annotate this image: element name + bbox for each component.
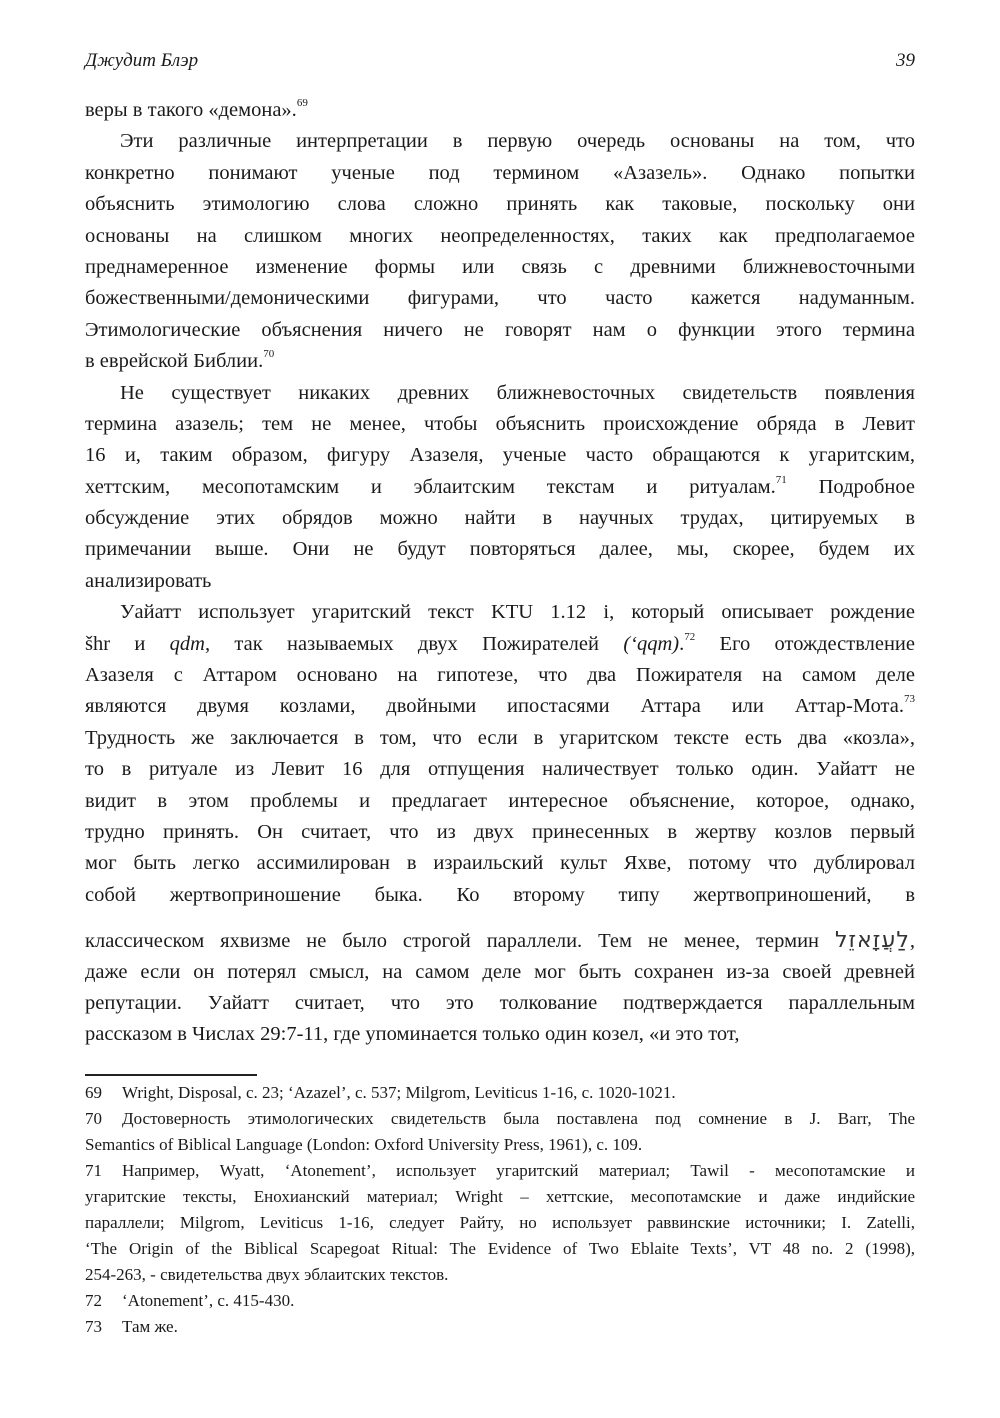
text-segment: мог быть легко ассимилирован в израильский культ Яхве, потому что дублировал xyxy=(85,852,915,875)
text-line xyxy=(85,252,915,283)
text-line xyxy=(85,315,915,346)
footnote-text: 254-263, - свидетельства двух эблаитских текстов. xyxy=(85,1265,449,1284)
text-segment: классическом яхвизме не было строгой параллели. Тем не менее, термин xyxy=(85,930,835,953)
text-segment: являются двумя козлами, двойными ипостасями Аттара или Аттар-Мота. xyxy=(85,695,904,718)
text-segment: репутации. Уайатт считает, что это толкование подтверждается параллельным xyxy=(85,991,915,1014)
footnote-number: 72 xyxy=(85,1291,102,1310)
footnote-text: Там же. xyxy=(122,1317,178,1336)
text-line xyxy=(85,158,915,189)
text-line xyxy=(85,283,915,314)
text-line xyxy=(85,691,915,722)
text-segment: рассказом в Числах 29:7-11, где упоминается только один козел, «и это тот, xyxy=(85,1023,740,1046)
page-number: 39 xyxy=(896,50,915,71)
text-segment: Трудность же заключается в том, что если в угаритском тексте есть два «козла», xyxy=(85,726,915,749)
footnote-line xyxy=(85,1106,915,1132)
text-segment: qdm xyxy=(169,632,205,655)
text-segment: в еврейской Библии. xyxy=(85,350,264,373)
text-line xyxy=(85,723,915,754)
footnote-number: 70 xyxy=(85,1109,102,1128)
footnote-text: угаритские тексты, Енохианский материал; Wright – хеттские, месопотамские и даже индийские xyxy=(85,1187,915,1206)
text-line xyxy=(85,817,915,848)
text-line xyxy=(85,566,915,597)
paragraph xyxy=(85,597,915,1050)
footnote-line xyxy=(85,1262,915,1288)
text-line xyxy=(85,189,915,220)
text-segment: собой жертвоприношение быка. Ко второму типу жертвоприношений, в xyxy=(85,883,915,906)
text-segment: термина азазель; тем не менее, чтобы объяснить происхождение обряда в Левит xyxy=(85,412,915,435)
footnote-text: ‘Atonement’, с. 415-430. xyxy=(122,1291,295,1310)
paragraph xyxy=(85,95,915,126)
text-segment: Эти различные интерпретации в первую очередь основаны на том, что xyxy=(120,130,915,153)
text-segment: Не существует никаких древних ближневосточных свидетельств появления xyxy=(120,381,915,404)
hebrew-term: לַעֲזָאזֵל xyxy=(834,928,910,954)
text-segment: основаны на слишком многих неопределенностях, таких как предполагаемое xyxy=(85,224,915,247)
footnote-line xyxy=(85,1236,915,1262)
footnote-reference[interactable]: 70 xyxy=(263,348,275,361)
footnote-line xyxy=(85,1314,915,1340)
footnote-separator xyxy=(85,1074,257,1076)
footnote-text: Wright, Disposal, с. 23; ‘Azazel’, с. 537; Milgrom, Leviticus 1-16, с. 1020-1021. xyxy=(122,1083,676,1102)
text-segment: трудно принять. Он считает, что из двух принесенных в жертву козлов первый xyxy=(85,820,915,843)
text-line xyxy=(85,597,915,628)
footnote-line xyxy=(85,1210,915,1236)
text-line xyxy=(85,346,915,377)
text-line xyxy=(85,629,915,660)
text-line xyxy=(85,660,915,691)
text-segment: анализировать xyxy=(85,569,212,592)
text-line xyxy=(85,221,915,252)
text-line xyxy=(85,472,915,503)
text-line xyxy=(85,754,915,785)
text-segment: Его отождествление xyxy=(695,632,915,655)
text-line xyxy=(85,440,915,471)
footnote-line xyxy=(85,1184,915,1210)
text-line xyxy=(85,880,915,911)
footnote-number: 69 xyxy=(85,1083,102,1102)
text-segment: видит в этом проблемы и предлагает интересное объяснение, которое, однако, xyxy=(85,789,915,812)
text-segment: (‘qqm) xyxy=(623,632,680,655)
text-line xyxy=(85,126,915,157)
text-segment: šhr и xyxy=(85,632,170,655)
text-segment: хеттским, месопотамским и эблаитским текстам и ритуалам. xyxy=(85,475,776,498)
text-segment: веры в такого «демона». xyxy=(85,99,297,121)
text-segment: 16 и, таким образом, фигуру Азазеля, ученые часто обращаются к угаритским, xyxy=(85,444,915,467)
footnotes xyxy=(85,1080,915,1340)
text-line xyxy=(85,378,915,409)
footnote-text: ‘The Origin of the Biblical Scapegoat Ritual: The Evidence of Two Eblaite Texts’, VT 48 no. 2 (1998), xyxy=(85,1239,915,1258)
text-line xyxy=(85,409,915,440)
text-segment: преднамеренное изменение формы или связь с древними ближневосточными xyxy=(85,255,915,278)
text-segment: примечании выше. Они не будут повторяться далее, мы, скорее, будем их xyxy=(85,538,915,561)
footnote-line xyxy=(85,1158,915,1184)
footnote-text: параллели; Milgrom, Leviticus 1-16, следует Райту, но использует раввинские источники; I. Zatelli, xyxy=(85,1213,915,1232)
footnote-line xyxy=(85,1132,915,1158)
text-segment: объяснить этимологию слова сложно принять как таковые, поскольку они xyxy=(85,193,915,216)
text-line xyxy=(85,503,915,534)
footnote-text: Достоверность этимологических свидетельств была поставлена под сомнение в J. Barr, The xyxy=(122,1109,915,1128)
text-line xyxy=(85,1019,915,1050)
footnote-text: Например, Wyatt, ‘Atonement’, использует угаритский материал; Tawil - месопотамские и xyxy=(122,1161,915,1180)
text-line xyxy=(85,925,915,956)
text-line xyxy=(85,988,915,1019)
footnote-number: 71 xyxy=(85,1161,102,1180)
footnote-71 xyxy=(85,1158,915,1288)
footnote-line xyxy=(85,1288,915,1314)
paragraph xyxy=(85,378,915,598)
footnote-reference[interactable]: 73 xyxy=(904,693,915,706)
text-segment: Подробное xyxy=(786,475,915,498)
text-segment: Этимологические объяснения ничего не говорят нам о функции этого термина xyxy=(85,318,915,341)
text-line xyxy=(85,957,915,988)
text-segment: то в ритуале из Левит 16 для отпущения наличествует только один. Уайатт не xyxy=(85,758,915,781)
footnote-69 xyxy=(85,1080,915,1106)
footnote-reference[interactable]: 71 xyxy=(775,473,787,486)
text-segment: , так называемых двух Пожирателей xyxy=(204,632,624,655)
text-line xyxy=(85,534,915,565)
footnote-70 xyxy=(85,1106,915,1158)
body-text xyxy=(85,95,915,1051)
text-segment: . xyxy=(679,632,685,655)
text-segment: , xyxy=(909,930,915,953)
footnote-reference[interactable]: 69 xyxy=(296,97,308,109)
footnote-line xyxy=(85,1080,915,1106)
text-segment: Азазеля с Аттаром основано на гипотезе, что два Пожирателя на самом деле xyxy=(85,664,915,687)
footnote-72 xyxy=(85,1288,915,1314)
text-segment: обсуждение этих обрядов можно найти в научных трудах, цитируемых в xyxy=(85,507,915,530)
text-line xyxy=(85,848,915,879)
text-segment: божественными/демоническими фигурами, что часто кажется надуманным. xyxy=(85,287,915,310)
footnote-text: Semantics of Biblical Language (London: Oxford University Press, 1961), с. 109. xyxy=(85,1135,643,1154)
text-segment: даже если он потерял смысл, на самом деле мог быть сохранен из-за своей древней xyxy=(85,960,915,983)
text-line xyxy=(85,95,915,126)
footnote-number: 73 xyxy=(85,1317,102,1336)
text-segment: конкретно понимают ученые под термином «Азазель». Однако попытки xyxy=(85,161,915,184)
text-segment: Уайатт использует угаритский текст KTU 1.12 i, который описывает рождение xyxy=(120,601,915,624)
paragraph xyxy=(85,126,915,377)
footnote-reference[interactable]: 72 xyxy=(684,630,696,643)
text-line xyxy=(85,786,915,817)
running-header-author: Джудит Блэр xyxy=(85,50,199,71)
footnote-73 xyxy=(85,1314,915,1340)
